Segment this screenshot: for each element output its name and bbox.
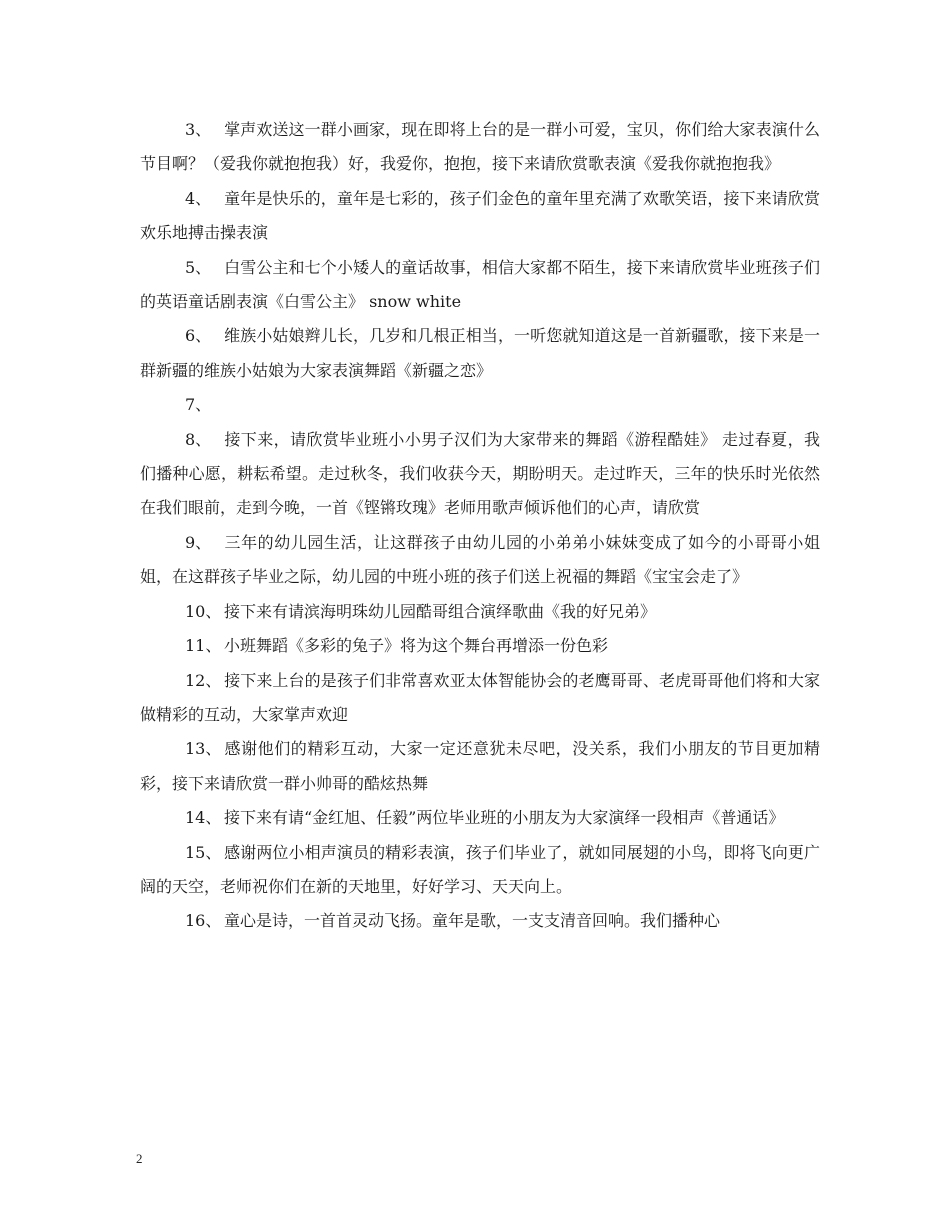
paragraph-12 [140, 664, 820, 733]
paragraph-16 [140, 904, 820, 938]
paragraph-number: 11、 [185, 636, 222, 656]
paragraph-number: 14、 [185, 808, 222, 828]
paragraph-text: 接下来上台的是孩子们非常喜欢亚太体智能协会的老鹰哥哥、老虎哥哥他们将和大家做精彩的互动，大家掌声欢迎 [140, 670, 820, 724]
paragraph-text: 感谢两位小相声演员的精彩表演，孩子们毕业了，就如同展翅的小鸟，即将飞向更广阔的天空，老师祝你们在新的天地里，好好学习、天天向上。 [140, 842, 820, 896]
paragraph-8 [140, 423, 820, 526]
paragraph-number: 10、 [185, 601, 222, 621]
paragraph-number: 7、 [185, 395, 212, 415]
paragraph-6 [140, 319, 820, 388]
paragraph-text: 感谢他们的精彩互动，大家一定还意犹未尽吧，没关系，我们小朋友的节目更加精彩，接下来请欣赏一群小帅哥的酷炫热舞 [140, 739, 820, 793]
paragraph-number: 3、 [185, 120, 212, 139]
paragraph-number: 5、 [185, 257, 212, 277]
paragraph-text: 接下来有请滨海明珠幼儿园酷哥组合演绎歌曲《我的好兄弟》 [224, 601, 657, 621]
paragraph-4 [140, 182, 820, 251]
paragraph-5 [140, 251, 820, 320]
page-number: 2 [136, 1151, 143, 1166]
paragraph-13 [140, 732, 820, 801]
paragraph-number: 8、 [185, 429, 212, 449]
paragraph-number: 9、 [185, 532, 212, 552]
paragraph-text: 小班舞蹈《多彩的兔子》将为这个舞台再增添一份色彩 [224, 636, 609, 656]
paragraph-9 [140, 526, 820, 595]
paragraph-text: 童心是诗，一首首灵动飞扬。童年是歌，一支支清音回响。我们播种心 [224, 911, 721, 931]
paragraph-text: 白雪公主和七个小矮人的童话故事，相信大家都不陌生，接下来请欣赏毕业班孩子们的英语童话剧表演《白雪公主》 snow white [140, 257, 820, 312]
paragraph-14 [140, 801, 820, 835]
paragraph-7 [140, 388, 820, 422]
paragraph-10 [140, 595, 820, 629]
paragraph-15 [140, 836, 820, 905]
paragraph-text: 掌声欢送这一群小画家，现在即将上台的是一群小可爱，宝贝，你们给大家表演什么节目啊？（爱我你就抱抱我）好，我爱你，抱抱，接下来请欣赏歌表演《爱我你就抱抱我》 [140, 120, 820, 174]
paragraph-number: 13、 [185, 739, 222, 759]
paragraph-number: 16、 [185, 911, 222, 931]
paragraph-number: 4、 [185, 188, 212, 208]
document-body [140, 113, 820, 939]
paragraph-number: 12、 [185, 670, 222, 690]
paragraph-text: 三年的幼儿园生活，让这群孩子由幼儿园的小弟弟小妹妹变成了如今的小哥哥小姐姐，在这群孩子毕业之际，幼儿园的中班小班的孩子们送上祝福的舞蹈《宝宝会走了》 [140, 532, 820, 587]
paragraph-3 [140, 113, 820, 182]
paragraph-text: 接下来，请欣赏毕业班小小男子汉们为大家带来的舞蹈《游程酷娃》 走过春夏，我们播种心愿，耕耘希望。走过秋冬，我们收获今天，期盼明天。走过昨天，三年的快乐时光依然在我们眼前，走到今晚，一首《铿锵玫瑰》老师用歌声倾诉他们的心声，请欣赏 [140, 429, 820, 518]
paragraph-text: 维族小姑娘辫儿长，几岁和几根正相当，一听您就知道这是一首新疆歌，接下来是一群新疆的维族小姑娘为大家表演舞蹈《新疆之恋》 [140, 326, 820, 380]
paragraph-11 [140, 629, 820, 663]
paragraph-text: 童年是快乐的，童年是七彩的，孩子们金色的童年里充满了欢歌笑语，接下来请欣赏欢乐地搏击操表演 [140, 188, 820, 243]
paragraph-text: 接下来有请“金红旭、任毅”两位毕业班的小朋友为大家演绎一段相声《普通话》 [224, 808, 785, 828]
paragraph-number: 15、 [185, 842, 222, 862]
paragraph-number: 6、 [185, 326, 212, 346]
